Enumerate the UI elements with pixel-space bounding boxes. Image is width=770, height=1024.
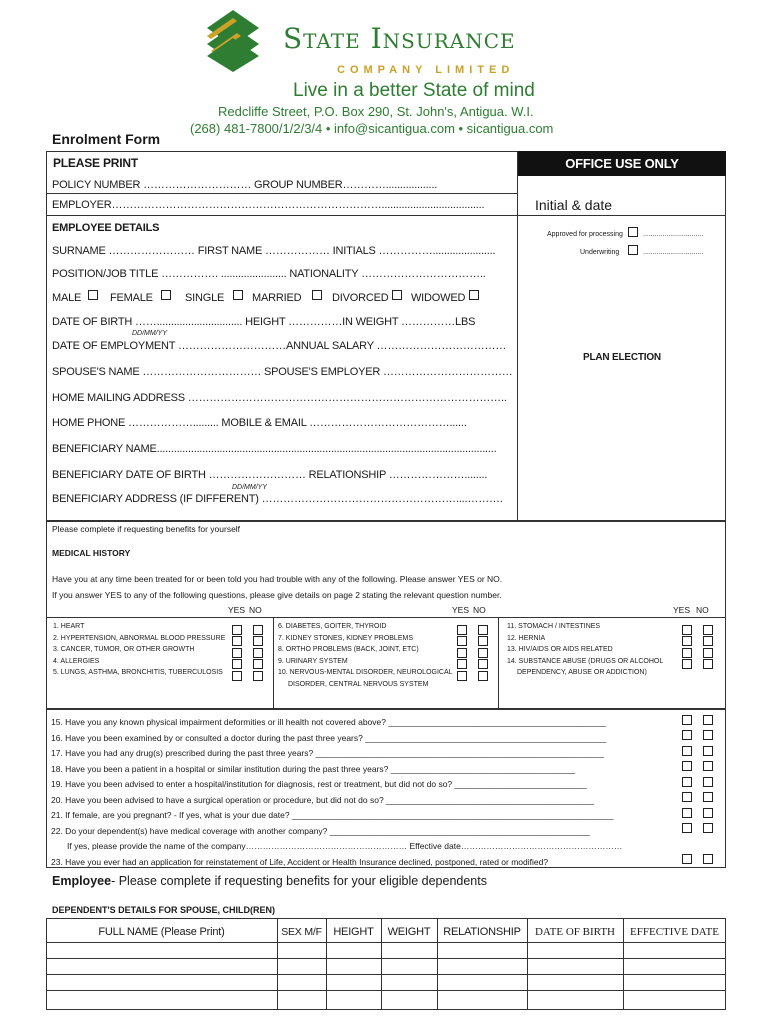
dob-height-weight-field[interactable]: DATE OF BIRTH …….............................. HEIGHT ……………IN WEIGHT ……………LBS	[52, 316, 476, 328]
employee-details-heading: EMPLOYEE DETAILS	[52, 222, 160, 234]
question-16: 16. Have you been examined by or consulted a doctor during the past three years? ___________________________________________________	[51, 732, 607, 743]
col3-no: NO	[696, 605, 709, 615]
condition-item: 9. URINARY SYSTEM	[278, 657, 348, 665]
col-full-name: FULL NAME (Please Print)	[98, 926, 225, 938]
condition-item: 6. DIABETES, GOITER, THYROID	[278, 623, 387, 630]
company-address: Redcliffe Street, P.O. Box 290, St. John's, Antigua. W.I.	[218, 104, 534, 119]
spouse-field[interactable]: SPOUSE'S NAME …………………………… SPOUSE'S EMPLOYER ………………………………	[52, 366, 513, 378]
no-checkbox[interactable]	[703, 715, 713, 725]
col1-checkboxes	[232, 621, 268, 679]
col2-yes: YES	[452, 605, 470, 615]
condition-list-2	[278, 623, 453, 692]
question-checkboxes	[682, 711, 718, 866]
col1-yes: YES	[228, 605, 246, 615]
col2-no: NO	[473, 605, 486, 615]
no-checkbox[interactable]	[703, 659, 713, 669]
female-label: FEMALE	[110, 292, 153, 304]
medical-question-2: If you answer YES to any of the following questions, please give details on page 2 stating the relevant question number.	[52, 590, 502, 600]
yes-checkbox[interactable]	[682, 761, 692, 771]
condition-item: 5. LUNGS, ASTHMA, BRONCHITIS, TUBERCULOSIS	[53, 669, 223, 676]
office-use-title: OFFICE USE ONLY	[565, 156, 679, 171]
condition-item: 2. HYPERTENSION, ABNORMAL BLOOD PRESSURE	[53, 634, 226, 642]
yes-checkbox[interactable]	[682, 823, 692, 833]
no-checkbox[interactable]	[703, 761, 713, 771]
question-17: 17. Have you had any drug(s) prescribed during the past three years? _____________________________________________________________	[51, 748, 604, 758]
col-date-of-birth: DATE OF BIRTH	[534, 926, 615, 938]
condition-item: 4. ALLERGIES	[53, 657, 100, 665]
tagline: Live in a better State of mind	[293, 80, 535, 101]
yes-checkbox[interactable]	[682, 715, 692, 725]
question-23: 23. Have you ever had an application for reinstatement of Life, Accident or Health Insurance declined, postponed, rated or modified?	[51, 856, 549, 867]
yes-checkbox[interactable]	[682, 792, 692, 802]
condition-item: 13. HIV/AIDS OR AIDS RELATED	[507, 646, 613, 653]
col3-yes: YES	[673, 605, 691, 615]
no-checkbox[interactable]	[703, 792, 713, 802]
col-sex: SEX M/F	[281, 926, 322, 938]
medical-history-heading: MEDICAL HISTORY	[52, 548, 131, 558]
col-effective-date: EFFECTIVE DATE	[630, 926, 719, 938]
dob-format-hint: DD/MM/YY	[132, 330, 167, 337]
condition-item: 14. SUBSTANCE ABUSE (DRUGS OR ALCOHOL	[507, 657, 664, 665]
no-checkbox[interactable]	[253, 671, 263, 681]
form-title: Enrolment Form	[52, 131, 161, 147]
col-height: HEIGHT	[333, 926, 374, 938]
no-checkbox[interactable]	[703, 808, 713, 818]
male-checkbox[interactable]	[88, 290, 98, 300]
no-checkbox[interactable]	[478, 671, 488, 681]
question-18: 18. Have you been a patient in a hospital or similar institution during the past three years? _______________________________________	[51, 763, 576, 774]
question-20: 20. Have you been advised to have a surgical operation or procedure, but did not do so? ____________________________________________	[51, 794, 595, 805]
condition-list-1	[53, 623, 225, 681]
single-checkbox[interactable]	[233, 290, 243, 300]
underwriting-checkbox[interactable]	[628, 245, 638, 255]
position-field[interactable]: POSITION/JOB TITLE ……………. ....................... NATIONALITY ……………………………..	[52, 268, 486, 280]
widowed-label: WIDOWED	[411, 292, 466, 304]
condition-item: DISORDER, CENTRAL NERVOUS SYSTEM	[288, 680, 429, 688]
married-checkbox[interactable]	[312, 290, 322, 300]
condition-item: DEPENDENCY, ABUSE OR ADDICTION)	[517, 669, 647, 676]
please-print-label: PLEASE PRINT	[53, 156, 138, 170]
divorced-checkbox[interactable]	[392, 290, 402, 300]
underwriting-label: Underwriting	[580, 249, 620, 256]
employer-field[interactable]: EMPLOYER…………………………………………………………………....................................	[52, 199, 485, 211]
question-19: 19. Have you been advised to enter a hospital/institution for diagnosis, rest or treatment, but did not do so? ____________________________	[51, 779, 587, 789]
condition-item: 8. ORTHO PROBLEMS (BACK, JOINT, ETC)	[278, 646, 419, 653]
no-checkbox[interactable]	[703, 730, 713, 740]
surname-field[interactable]: SURNAME …………………… FIRST NAME ……………… INITIALS ……………......................	[52, 245, 496, 257]
employment-salary-field[interactable]: DATE OF EMPLOYMENT …………………………ANNUAL SALARY ………………………………	[52, 340, 507, 352]
condition-item: 11. STOMACH / INTESTINES	[507, 623, 601, 630]
approved-checkbox[interactable]	[628, 227, 638, 237]
policy-number-field[interactable]: POLICY NUMBER ………………………… GROUP NUMBER…………..................	[52, 179, 438, 191]
no-checkbox[interactable]	[703, 854, 713, 864]
no-checkbox[interactable]	[703, 823, 713, 833]
yes-checkbox[interactable]	[682, 808, 692, 818]
home-address-field[interactable]: HOME MAILING ADDRESS ……………………………………………………………………………..	[52, 392, 507, 404]
beneficiary-dob-field[interactable]: BENEFICIARY DATE OF BIRTH ……………………… RELATIONSHIP …………………........	[52, 469, 488, 481]
beneficiary-address-field[interactable]: BENEFICIARY ADDRESS (IF DIFFERENT) ………………………………………………....……….	[52, 493, 503, 505]
approved-dots: ...............................	[643, 231, 704, 238]
yes-checkbox[interactable]	[682, 746, 692, 756]
yes-checkbox[interactable]	[232, 671, 242, 681]
yes-checkbox[interactable]	[457, 671, 467, 681]
col1-no: NO	[249, 605, 262, 615]
condition-item: 12. HERNIA	[507, 634, 546, 642]
yes-checkbox[interactable]	[682, 854, 692, 864]
condition-item: 1. HEART	[53, 623, 85, 630]
question-21: 21. If female, are you pregnant? - If yes, what is your due date? ____________________________________________________________________	[51, 810, 614, 820]
col-relationship: RELATIONSHIP	[443, 926, 521, 938]
company-subtitle: COMPANY LIMITED	[337, 64, 515, 76]
company-name: State Insurance	[283, 22, 516, 55]
question-15: 15. Have you any known physical impairment deformities or ill health not covered above? ______________________________________________	[51, 717, 606, 727]
underwriting-dots: ...............................	[643, 249, 704, 256]
employee-dependents-note	[52, 874, 487, 888]
yes-checkbox[interactable]	[682, 777, 692, 787]
question-22-company[interactable]: If yes, please provide the name of the company………………………………………………… Effective date…………………………………………………	[67, 841, 623, 851]
condition-item: 3. CANCER, TUMOR, OR OTHER GROWTH	[53, 646, 195, 653]
col-weight: WEIGHT	[387, 926, 431, 938]
yes-checkbox[interactable]	[682, 730, 692, 740]
medical-intro: Please complete if requesting benefits for yourself	[52, 524, 241, 534]
beneficiary-dob-hint: DD/MM/YY	[232, 484, 267, 491]
approved-label: Approved for processing	[547, 231, 623, 238]
medical-question-1: Have you at any time been treated for or been told you had trouble with any of the following. Please answer YES or NO.	[52, 574, 503, 584]
condition-item: 10. NERVOUS-MENTAL DISORDER, NEUROLOGICAL	[278, 669, 453, 676]
home-phone-field[interactable]: HOME PHONE ………………......... MOBILE & EMAIL …………………………………......	[52, 417, 467, 429]
company-logo	[203, 8, 263, 72]
beneficiary-name-field[interactable]: BENEFICIARY NAME.......................................................................................................................	[52, 443, 497, 455]
female-checkbox[interactable]	[161, 290, 171, 300]
col3-checkboxes	[682, 621, 718, 667]
no-checkbox[interactable]	[703, 746, 713, 756]
dependents-title: DEPENDENT'S DETAILS FOR SPOUSE, CHILD(REN)	[52, 905, 275, 915]
company-contact: (268) 481-7800/1/2/3/4 • info@sicantigua.com • sicantigua.com	[190, 121, 554, 136]
initial-date-label: Initial & date	[535, 197, 613, 213]
col2-checkboxes	[457, 621, 493, 679]
married-label: MARRIED	[252, 292, 302, 304]
divorced-label: DIVORCED	[332, 292, 389, 304]
widowed-checkbox[interactable]	[469, 290, 479, 300]
no-checkbox[interactable]	[703, 777, 713, 787]
question-22: 22. Do your dependent(s) have medical coverage with another company? _______________________________________________________	[51, 825, 590, 836]
employee-note: - Please complete if requesting benefits for your eligible dependents	[111, 874, 487, 888]
yes-checkbox[interactable]	[682, 659, 692, 669]
condition-list-3	[507, 623, 663, 681]
plan-election-heading: PLAN ELECTION	[583, 352, 661, 363]
male-label: MALE	[52, 292, 82, 304]
questions-list	[51, 712, 721, 867]
single-label: SINGLE	[185, 292, 225, 304]
condition-item: 7. KIDNEY STONES, KIDNEY PROBLEMS	[278, 634, 413, 642]
employee-bold: Employee	[52, 874, 112, 888]
